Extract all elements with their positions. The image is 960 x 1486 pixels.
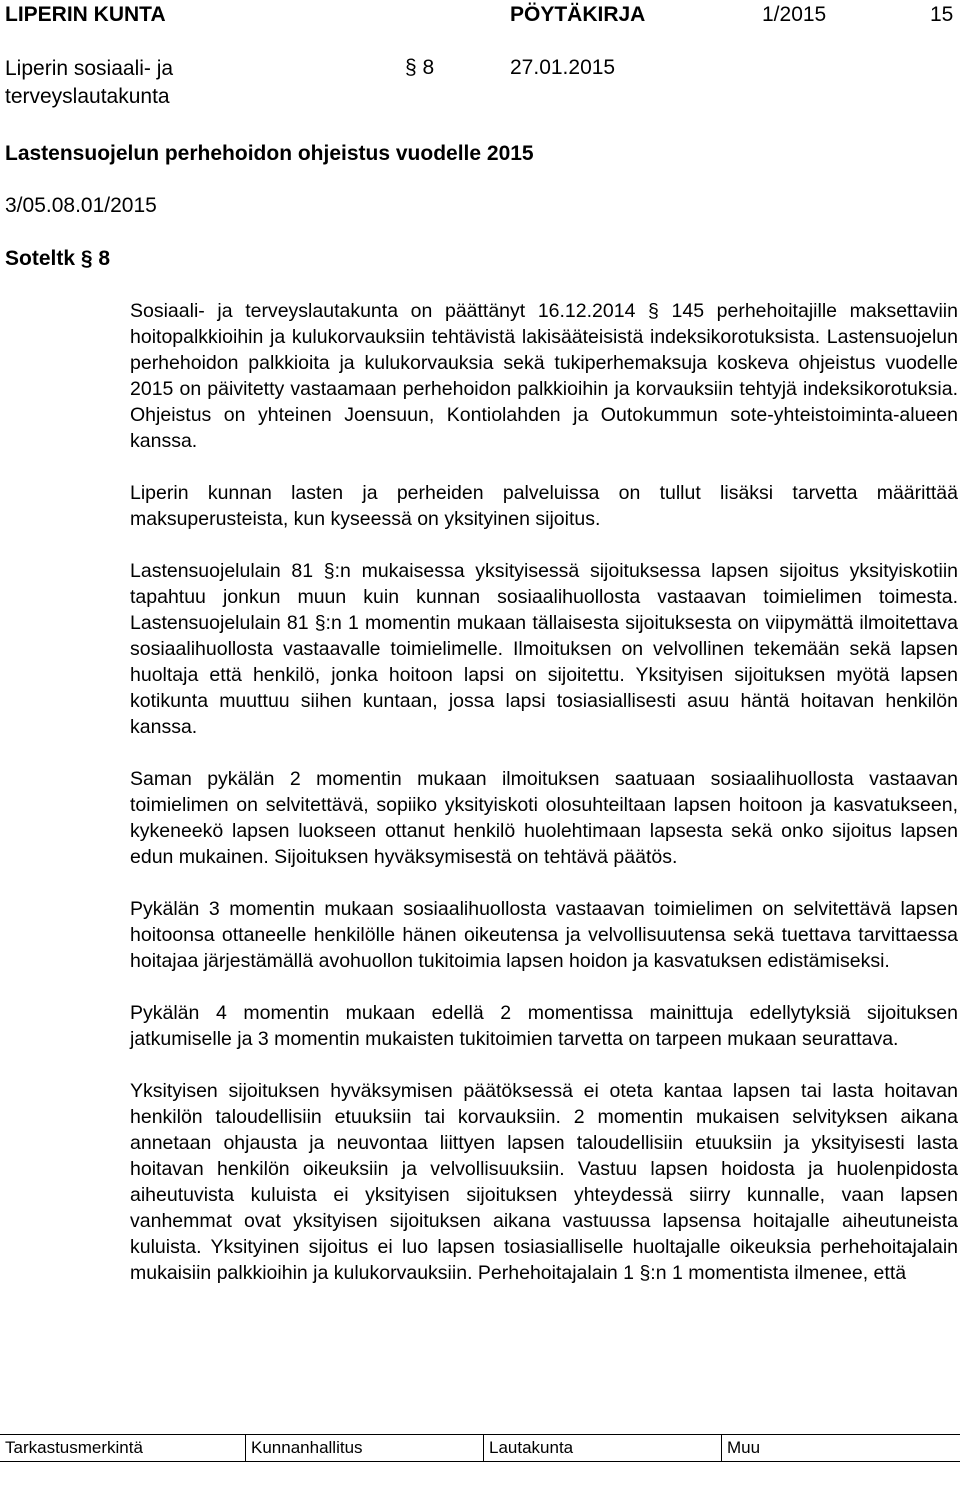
board-name-line2: terveyslautakunta — [5, 85, 170, 108]
footer-inspection-mark: Tarkastusmerkintä — [5, 1438, 143, 1457]
footer-other: Muu — [721, 1435, 960, 1461]
diary-number: 3/05.08.01/2015 — [5, 194, 157, 217]
footer-committee: Lautakunta — [483, 1435, 721, 1461]
footer-check-row — [0, 1434, 960, 1462]
document-body — [130, 298, 958, 1312]
paragraph: Lastensuojelulain 81 §:n mukaisessa yksityisessä sijoituksessa lapsen sijoitus yksityiskotiin tapahtuu jonkun muun kuin kunnan sosiaalihuollosta vastaavan toimielimen toimesta. Lastensuojelulain 81 §:n 1 momentin mukaan tällaisesta sijoituksesta on viipymättä ilmoitettava sosiaalihuollosta vastaavalle toimielimelle. Ilmoituksen on velvollinen tekemään sekä lapsen huoltaja että henkilö, jonka hoitoon lapsi on sijoitettu. Yksityisen sijoituksen myötä lapsen kotikunta muuttuu siihen kuntaan, jossa lapsi tosiasiallisesti asuu häntä hoitavan henkilön kanssa. — [130, 560, 958, 738]
footer-municipal-board: Kunnanhallitus — [245, 1435, 483, 1461]
organization-name: LIPERIN KUNTA — [5, 3, 166, 26]
paragraph: Pykälän 3 momentin mukaan sosiaalihuollosta vastaavan toimielimen on selvitettävä lapsen hoitoonsa ottaneelle henkilölle hänen oikeutensa ja velvollisuutensa sekä tuettava tarvittaessa hoitajaa järjestämällä avohuollon tukitoimia lapsen hoidon ja kasvatuksen edistämiseksi. — [130, 898, 958, 972]
paragraph: Yksityisen sijoituksen hyväksymisen päätöksessä ei oteta kantaa lapsen tai lasta hoitavan henkilön taloudellisiin etuuksiin tai korvauksiin. 2 momentin mukaisen selvityksen aikana annetaan ohjausta ja neuvontaa liittyen lapsen taloudellisiin etuuksiin ja yksityisesti lasta hoitavan henkilön oikeuksiin ja velvollisuuksiin. Vastuu lapsen hoidosta ja huolenpidosta aiheutuvista kuluista ei yksityisen sijoituksen yhteydessä siirry kunnalle, vaan lapsen vanhemmat ovat yksityisen sijoituksen aikana vastuussa lapsensa hoitajalle aiheutuneista kuluista. Yksityinen sijoitus ei luo lapsen tosiasialliselle huoltajalle oikeuksia perhehoitajalain mukaisiin palkkioihin ja kulukorvauksiin. Perhehoitajalain 1 §:n 1 momentista ilmenee, että — [130, 1080, 958, 1284]
board-name-line1: Liperin sosiaali- ja — [5, 57, 174, 80]
document-number: 1/2015 — [762, 3, 827, 26]
document-type: PÖYTÄKIRJA — [510, 3, 646, 26]
paragraph: Sosiaali- ja terveyslautakunta on päättänyt 16.12.2014 § 145 perhehoitajille maksettaviin hoitopalkkioihin ja kulukorvauksiin tehtävistä lakisääteisistä indeksikorotuksista. Lastensuojelun perhehoidon palkkioita ja kulukorvauksia sekä tukiperhemaksuja koskeva ohjeistus vuodelle 2015 on päivitetty vastaamaan perhehoidon palkkioihin ja korvauksiin tehtyjä indeksikorotuksia. Ohjeistus on yhteinen Joensuun, Kontiolahden ja Outokummun sote-yhteistoiminta-alueen kanssa. — [130, 300, 958, 452]
paragraph: Pykälän 4 momentin mukaan edellä 2 momentissa mainittuja edellytyksiä sijoituksen jatkumiselle ja 3 momentin mukaisten tukitoimien tarvetta on tarpeen mukaan seurattava. — [130, 1002, 958, 1050]
meeting-date: 27.01.2015 — [510, 56, 616, 79]
item-title: Lastensuojelun perhehoidon ohjeistus vuodelle 2015 — [5, 142, 534, 165]
board-name — [5, 55, 173, 111]
section-reference: Soteltk § 8 — [5, 247, 111, 270]
paragraph: Saman pykälän 2 momentin mukaan ilmoituksen saatuaan sosiaalihuollosta vastaavan toimielimen on selvitettävä, sopiiko yksityiskoti olosuhteiltaan lapsen hoitoon ja kasvatukseen, kykeneekö lapsen luokseen ottanut henkilö huolehtimaan lapsesta sekä onko sijoitus lapsen edun mukainen. Sijoituksen hyväksymisestä on tehtävä päätös. — [130, 768, 958, 868]
paragraph: Liperin kunnan lasten ja perheiden palveluissa on tullut lisäksi tarvetta määrittää maksuperusteista, kun kyseessä on yksityinen sijoitus. — [130, 482, 958, 530]
section-mark: § 8 — [405, 56, 435, 79]
page-number: 15 — [930, 3, 954, 26]
